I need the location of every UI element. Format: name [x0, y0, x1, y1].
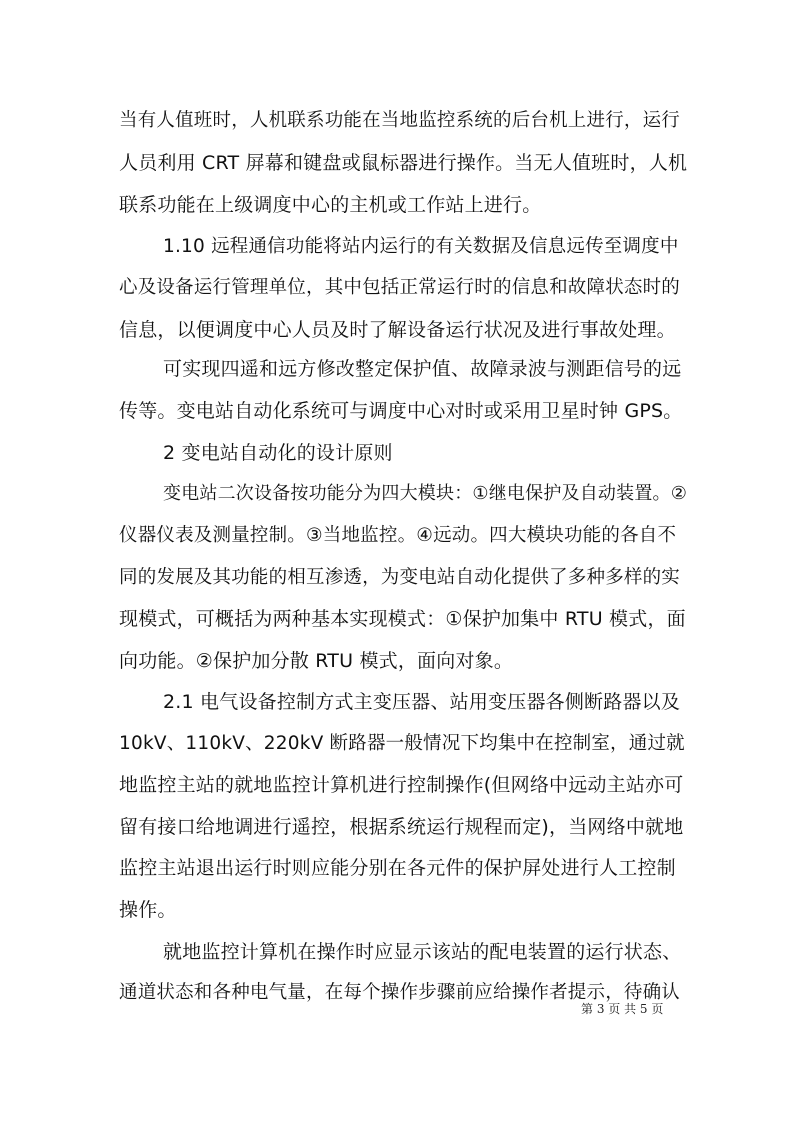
body-line-12: 同的发展及其功能的相互渗透，为变电站自动化提供了多种多样的实	[119, 567, 681, 588]
body-line-3: 联系功能在上级调度中心的主机或工作站上进行。	[119, 194, 542, 216]
body-line-15: 2.1 电气设备控制方式主变压器、站用变压器各侧断路器以及	[163, 691, 681, 713]
body-line-13: 现模式，可概括为两种基本实现模式：①保护加集中 RTU 模式，面	[119, 608, 686, 630]
body-line-8: 传等。变电站自动化系统可与调度中心对时或采用卫星时钟 GPS。	[119, 400, 683, 422]
body-line-18: 留有接口给地调进行遥控，根据系统运行规程而定)，当网络中就地	[119, 816, 684, 838]
body-line-2: 人员利用 CRT 屏幕和键盘或鼠标器进行操作。当无人值班时，人机	[119, 152, 688, 174]
body-line-17: 地监控主站的就地监控计算机进行控制操作(但网络中远动主站亦可	[119, 774, 684, 796]
body-line-1: 当有人值班时，人机联系功能在当地监控系统的后台机上进行，运行	[119, 110, 681, 131]
body-line-10: 变电站二次设备按功能分为四大模块：①继电保护及自动装置。②	[163, 483, 688, 504]
body-line-14: 向功能。②保护加分散 RTU 模式，面向对象。	[119, 650, 514, 672]
body-line-5: 心及设备运行管理单位，其中包括正常运行时的信息和故障状态时的	[119, 277, 681, 298]
section-heading: 2 变电站自动化的设计原则	[163, 442, 393, 464]
page-footer: 第 3 页 共 5 页	[581, 1002, 664, 1016]
body-line-16: 10kV、110kV、220kV 断路器一般情况下均集中在控制室，通过就	[119, 733, 685, 754]
body-line-21: 就地监控计算机在操作时应显示该站的配电装置的运行状态、	[163, 941, 682, 963]
body-line-11: 仪器仪表及测量控制。③当地监控。④远动。四大模块功能的各自不	[119, 525, 677, 546]
body-line-20: 操作。	[119, 899, 177, 921]
body-line-4: 1.10 远程通信功能将站内运行的有关数据及信息远传至调度中	[163, 236, 679, 257]
body-line-19: 监控主站退出运行时则应能分别在各元件的保护屏处进行人工控制	[119, 857, 676, 879]
body-line-22: 通道状态和各种电气量，在每个操作步骤前应给操作者提示，待确认	[119, 982, 681, 1003]
body-line-6: 信息，以便调度中心人员及时了解设备运行状况及进行事故处理。	[119, 319, 676, 341]
body-line-7: 可实现四遥和远方修改整定保护值、故障录波与测距信号的远	[163, 358, 682, 380]
